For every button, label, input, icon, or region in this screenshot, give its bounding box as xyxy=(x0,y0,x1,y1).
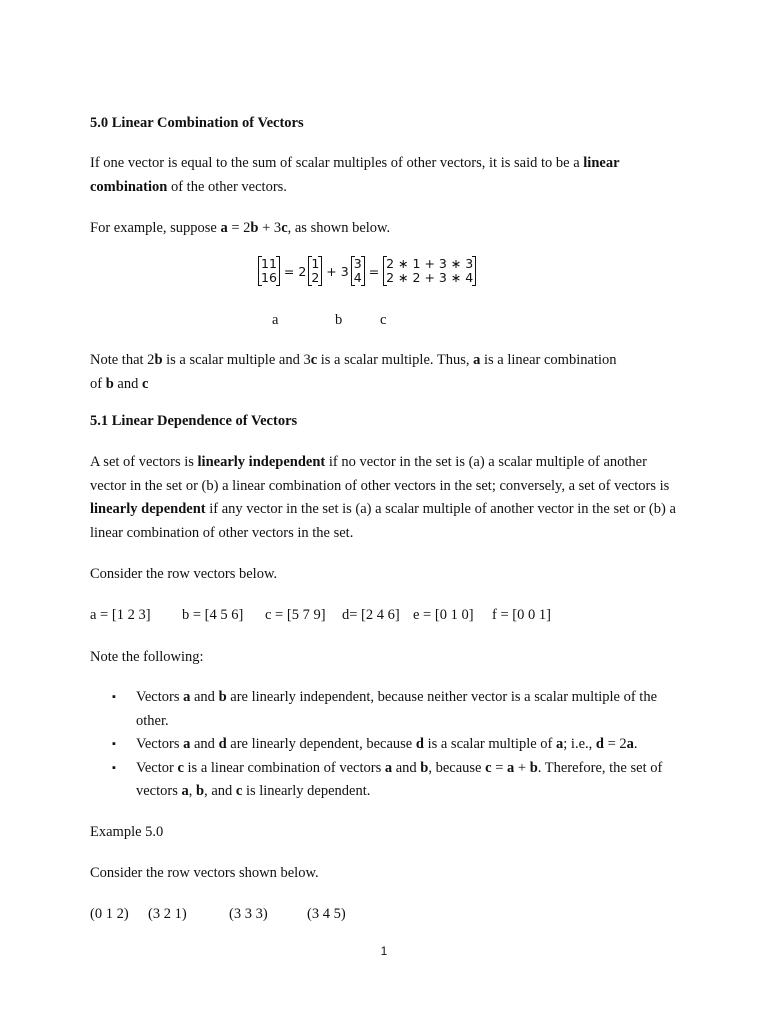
bullet-item-2: ▪ Vectors a and d are linearly dependent, because d is a scalar multiple of a; i.e., d = 2a. xyxy=(90,733,680,757)
vector-list-2 xyxy=(90,903,680,927)
section-heading-5-0: 5.0 Linear Combination of Vectors xyxy=(90,115,304,131)
paragraph-consider-2: Consider the row vectors shown below. xyxy=(90,865,319,881)
bullet-item-1: ▪ Vectors a and b are linearly independent, because neither vector is a scalar multiple of the other. xyxy=(90,686,680,733)
paragraph-note-following: Note the following: xyxy=(90,649,204,665)
vector-a: a = [1 2 3] xyxy=(90,607,151,623)
paragraph-example: For example, suppose a = 2b + 3c, as shown below. xyxy=(90,220,391,236)
vector-row-3: (3 3 3) xyxy=(229,906,268,922)
paragraph-linear-combination: If one vector is equal to the sum of scalar multiples of other vectors, it is said to be a linear combination of the other vectors. xyxy=(90,155,620,195)
matrix-result: 2 ∗ 1 + 3 ∗ 3 2 ∗ 2 + 3 ∗ 4 xyxy=(383,256,476,286)
vector-row-4: (3 4 5) xyxy=(307,906,346,922)
vector-list xyxy=(90,604,680,628)
matrix-b: 1 2 xyxy=(308,256,322,286)
bullet-list xyxy=(90,686,680,804)
matrix-equation: 11 16 = 2 1 2 + 3 3 4 = 2 ∗ 1 + 3 ∗ 3 2 ∗ 2 + 3 ∗ 4 xyxy=(258,255,476,287)
vector-e: e = [0 1 0] xyxy=(413,607,474,623)
vector-row-2: (3 2 1) xyxy=(148,906,187,922)
matrix-a: 11 16 xyxy=(258,256,280,286)
example-label: Example 5.0 xyxy=(90,824,164,840)
paragraph-consider: Consider the row vectors below. xyxy=(90,566,278,582)
matrix-c: 3 4 xyxy=(351,256,365,286)
label-b: b xyxy=(335,312,343,328)
bullet-item-3: ▪ Vector c is a linear combination of vectors a and b, because c = a + b. Therefore, the set of vectors a, b, and c is linearly dependent. xyxy=(90,757,680,804)
paragraph-linear-dependence: A set of vectors is linearly independent if no vector in the set is (a) a scalar multiple of another vector in the set or (b) a linear combination of other vectors in the set; conversely, a set of vectors is linearly dependent if any vector in the set is (a) a scalar multiple of another vector in the set or (b) a linear combination of other vectors in the set. xyxy=(90,454,676,541)
vector-row-1: (0 1 2) xyxy=(90,906,129,922)
page-number: 1 xyxy=(380,944,388,958)
vector-f: f = [0 0 1] xyxy=(492,607,551,623)
section-heading-5-1: 5.1 Linear Dependence of Vectors xyxy=(90,413,298,429)
vector-d: d= [2 4 6] xyxy=(342,607,400,623)
label-a: a xyxy=(272,312,279,328)
vector-b: b = [4 5 6] xyxy=(182,607,244,623)
label-c: c xyxy=(380,312,387,328)
paragraph-note: Note that 2b is a scalar multiple and 3c is a scalar multiple. Thus, a is a linear combination of b and c xyxy=(90,352,617,392)
vector-c: c = [5 7 9] xyxy=(265,607,326,623)
